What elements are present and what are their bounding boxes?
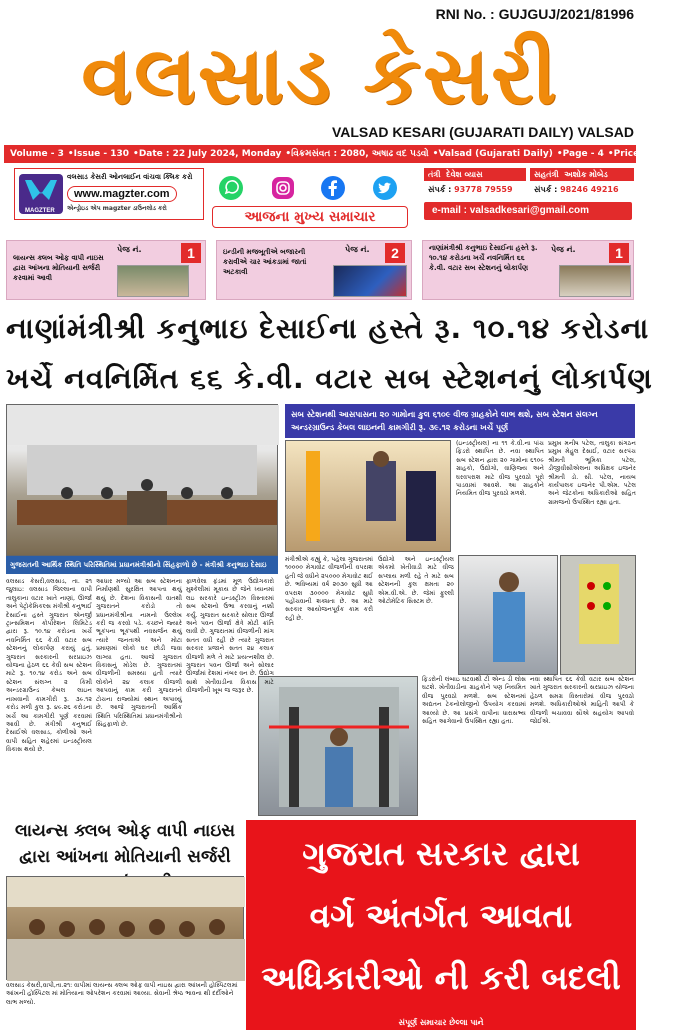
teaser-image: [117, 265, 189, 297]
teaser-page-number: 1: [609, 243, 629, 263]
newspaper-subtitle: VALSAD KESARI (GUJARATI DAILY) VALSAD: [331, 124, 634, 140]
photo-caption: ગુજરાતની આર્થિક સ્થિતિ પરિસ્થિતિમાં પ્રધાનમંત્રીશ્રીનો સિંહફાળો છે - મંત્રીશ્રી કનુભાઇ દેસાઇ: [6, 556, 278, 574]
govt-headline-line1: ગુજરાત સરકાર દ્વારા: [302, 834, 580, 873]
promo-app-line: એન્ડ્રોઇડ એપ magzter ડાઉનલોડ કરો: [67, 205, 167, 212]
article-column: આધાર મળ્યો આ સબ સ્ટેશનના નિર્માણથી સુરક્ષિત આપતા થયું થયું છે. દેશના વિકાસની વાતથી ગુજરાતને કરોડો તો પ્રધાનમંત્રીશ્રીના નામનો ઉલ્લેખ કરી જ કરવો પડે. કચ્છને જ્યારે ભૂકંપના ભૂકંપથી નવસર્જન થયું ત્યારે જનતાએ અને મોટા પ્રમાણમાં લોકો ઘર છોડી જવા લાગ્યા હતા. આજે ગુજરાત વિકાસનું મોડેલ છે. ગુજરાતમાં વીજળીની સમસ્યા હતી ત્યારે લોકોને ૨૪ કલાક વીજળી આપવાનું કામ કરી ગુજરાતને ટોચના રાજ્યોમાં સ્થાન અપાવ્યું છે. આજે ગુજરાતની આર્થિક સ્થિતિ પરિસ્થિતિમાં પ્રધાનમંત્રીશ્રીનો સિંહફાળો છે.: [96, 578, 182, 728]
sahtantri-label: સહતંત્રી: [534, 170, 559, 179]
teaser-image: [333, 265, 407, 297]
teaser-page-number: 2: [385, 243, 405, 263]
lions-club-headline: લાયન્સ ક્લબ ઓફ વાપી નાઇસ દ્વારા આંખના મોતિયાની સર્જરી: [14, 821, 236, 867]
volume: Volume - 3: [10, 149, 64, 159]
teaser-box[interactable]: [6, 240, 206, 300]
teaser-box[interactable]: [216, 240, 412, 300]
tantri-phone: 93778 79559: [454, 185, 513, 194]
instagram-icon[interactable]: [270, 175, 296, 201]
teaser-box[interactable]: [422, 240, 634, 300]
lions-club-photo: [6, 876, 244, 980]
official-photo: [458, 555, 558, 675]
lions-club-caption: વલસાડ કેસરી,વાપી,તા.૨૧: વાપીમાં લાયન્સ ક્લબ ઓફ વાપી નાઇસ દ્વારા આંખની હોસ્પિટલમાં આંખની હોસ્પિટલ માં મોતિયાના ઓપરેશન કરવામાં આવ્યા. સેવાની શ્રેષ્ઠ ભાવના થી દર્દીઓને લાભ મળ્યો.: [6, 982, 238, 1006]
tantri-contact-label: સંપર્ક :: [428, 185, 452, 194]
article-column: વલસાડ કેસરી,વલસાડ, તા. ૨૧ જુલાઇ: વલસાડ જિલ્લાના વાપી તાલુકાના વટાર ખાતે નાણાં, ઊર્જા અને પેટ્રોકેમિકલ્સ મંત્રીશ્રી કનુભાઈ દેસાઈના હસ્તે ગુજરાત એનર્જી ટ્રાન્સમિશન કોર્પોરેશન લિમિટેડ દ્વારા રૂ. ૧૦.૧૪ કરોડના ખર્ચે નવનિર્મિત ૬૬ કે.વી વટાર સબ સ્ટેશનનું લોકાર્પણ કરાયું હતું. ગુજરાત સરકારની સરપ્રાઇઝ યોજના હેઠળ ૬૬ કેવી સબ સ્ટેશન માટે રૂ. ૧૦.૧૪ કરોડ અને સબ સ્ટેશન સંલગ્ન ૨ કિમી અન્ડરગ્રાઉન્ડ કેબલ લાઇન નાખવાની કામગીરી રૂ. ૩૯.૧૨ કરોડ મળી કુલ રૂ. ૪૯.૨૬ કરોડના ખર્ચે આ કામગીરી પૂર્ણ કરવામાં આવી છે. મંત્રીશ્રી કનુભાઈ દેસાઈએ વલસાડ, કોળીઓ અને વાપી સહિત શહેરમાં ઇન્ડસ્ટ્રીયલ વિકાસ થયો છે.: [6, 578, 92, 754]
samvat: વિક્રમસંવત : 2080, અષાઢ વદ ૫ડવો: [291, 149, 429, 159]
inauguration-photo: [258, 676, 418, 816]
teaser-page-label: પેજ નં.: [345, 245, 370, 254]
tantri-name: દેવેશ વ્યાસ: [446, 170, 483, 179]
teaser-page-number: 1: [181, 243, 201, 263]
whatsapp-icon[interactable]: [218, 175, 244, 201]
teaser-text: નાણાંમંત્રીશ્રી કનુભાઇ દેસાઈના હસ્તે રૂ. ૧૦.૧૪ કરોડના ખર્ચે નવનિર્મિત ૬૬ કે.વી. વટાર સબ સ્ટેશનનું લોકાર્પણ: [429, 244, 538, 272]
email-address[interactable]: e-mail : valsadkesari@gmail.com: [424, 202, 632, 220]
magzter-logo: [19, 174, 63, 214]
magzter-link[interactable]: www.magzter.com: [67, 186, 177, 202]
teaser-image: [559, 265, 631, 297]
teaser-text: ઇન્ડીની મજબૂતીએ બજારની કરાવીએ ચાર આંકડામાં જાતાં અટકાવી: [223, 248, 307, 276]
subheadline-band: સબ સ્ટેશનથી આસપાસના ૨૦ ગામોના કુલ ૬૧૦૯ વીજ ગ્રાહકોને લાભ થશે, સબ સ્ટેશન સંલગ્ન અન્ડરગ્રાઉન્ડ કેબલ લાઇનની કામગીરી રૂ. ૩૯.૧૨ કરોડના ખર્ચે પૂર્ણ: [285, 404, 635, 438]
promo-line: વલસાડ કેસરી ઓનલાઈન વાંચવા ક્લિક કરો: [67, 173, 193, 181]
magzter-promo[interactable]: [14, 168, 204, 220]
sahtantri-phone: 98246 49216: [560, 185, 619, 194]
article-column: ઉદ્યોગો અને ઇન્ડસ્ટ્રીયલ એકમો ખેતીવાડી માટે વીજ સપ્લાય મળી રહે તે માટે સબ સ્ટેશનની કુલ ક્ષમતા ૨૦ એમ.વી.એ. છે. જેમાં ફુલ્લી ઓટોમેટિક સિસ્ટમ છે.: [378, 556, 454, 606]
govt-headline-line2: વર્ગ અંતર્ગત આવતા: [309, 896, 573, 935]
govt-headline-line3: અધિકારીઓ ની કરી બદલી: [261, 958, 621, 997]
article-column: નવા સ્થાપિત ૬૬ કેવી વટાર સબ સ્ટેશન ખાતે ગુજરાત સરકારની સરપ્રાઇઝ યોજના હેઠળ સમગ્ર વિસ્તારોમાં વીજ પુરવઠો મળશે. અધિકારીઓએ માહિતી આપી કે વીજળી બચાવવા સૌએ સહયોગ આપવો જોઈએ.: [530, 676, 634, 726]
today-main-news-label: આજના મુખ્ય સમાચાર: [212, 206, 408, 228]
tantri-label: તંત્રી: [428, 170, 441, 179]
read-more-note: સંપૂર્ણ સમાચાર છેલ્લા પાને: [398, 1018, 484, 1027]
stage-photo: [6, 404, 278, 556]
rni-number: RNI No. : GUJGUJ/2021/81996: [435, 6, 634, 22]
article-column: (ઇન્ડસ્ટ્રીયલ) ના ૧૧ કે.વી.ના પાંચ ફિડરો સ્થાપિત છે. નવા સ્થાપિત સબ સ્ટેશન દ્વારા ૨૦ ગામોના ૬૧૦૯ ગ્રાહકો, ઉદ્યોગો, વાણિજ્ય અને ઘરવપરાશ માટે વીજ પુરવઠો પૂરો પાડવામાં આવશે. આ ગ્રાહકોને નિયમિત વીજ પુરવઠો મળશે.: [456, 440, 544, 498]
page-number: Page - 4: [562, 149, 604, 159]
place: Valsad (Gujarati Daily): [438, 149, 553, 159]
switch-panel-photo: [560, 555, 636, 675]
ribbon-photo: [285, 440, 451, 552]
editor-box: [424, 168, 526, 200]
sahtantri-name: અશોક મોબેડ: [564, 170, 608, 179]
article-column: ફાળવેલા ફંડમાં મૂળ ઉદ્યોગકારો મુશ્કેલીમાં મૂકાય છે જેને ધ્યાનમાં લઇ સરકારે ઇન્ડસ્ટ્રીઝ વિસ્તારમાં સબ સ્ટેશનો ઉભા કરવાનું નક્કી કર્યું. ગુજરાત સરકારે સોલાર ઊર્જા અને પવન ઊર્જા ક્ષેત્રે મોટી ક્રાંતિ લાવી છે. ગુજરાતમાં વીજળીની માંગ સતત વધી રહી છે ત્યારે ગુજરાત સરકાર પ્રજાને સતત ૨૪ કલાક વીજળી મળે તે માટે પ્રયત્નશીલ છે. ગુજરાત પવન ઊર્જા અને સોલાર ઊર્જામાં દેશમાં નંબર વન છે. ઉદ્યોગ સાથે ખેતીવાડીના વિકાસ માટે વીજળીની ખૂબ જ જરૂર છે.: [186, 578, 274, 695]
main-headline-line2: ખર્ચે નવનિર્મિત ૬૬ કે.વી. વટાર સબ સ્ટેશનનું લોકાર્પણ: [6, 362, 653, 395]
twitter-icon[interactable]: [372, 175, 398, 201]
date: Date : 22 July 2024, Monday: [138, 149, 282, 159]
price: Price - Rs. 2/-: [613, 149, 681, 159]
facebook-icon[interactable]: [320, 175, 346, 201]
teaser-text: લાયન્સ ક્લબ ઓફ વાપી નાઇસ દ્વારા આંખના મોતિયાની સર્જરી કરવામાં આવી: [13, 254, 104, 282]
article-column: મંત્રીશ્રીએ કહ્યું કે, પહેલા ગુજરાતમાં ૧૦૦૦૦ મેગાવોટ વીજળીની વપરાશ હતી જે વધીને ૨૫૦૦૦ મેગાવોટ થઈ છે. ભવિષ્યમાં વર્ષ ૨૦૩૦ સુધી આ વપરાશ ૩૦૦૦૦ મેગાવોટ સુધી પહોંચવાની શક્યતા છે. આ માટે સરકાર આયોજનપૂર્વક કામ કરી રહી છે.: [285, 556, 373, 622]
teaser-page-label: પેજ નં.: [551, 245, 576, 254]
issue: Issue - 130: [73, 149, 130, 159]
magzter-logo-text: MAGZTER: [25, 208, 55, 214]
masthead: વલસાડ કેસરી: [81, 29, 559, 122]
govt-transfer-box[interactable]: [246, 820, 636, 1030]
teaser-page-label: પેજ નં.: [117, 245, 142, 254]
article-column: પ્રમુખ મનીષ પટેલ, તાલુકા સંગઠન પ્રમુખ મેહુલ દેસાઈ, વટાર સરપંચ શ્રીમતી ભૂમિકા પટેલ, ડીજીવીસીએલના અધિક્ષક ઇજનેર શ્રીમતી ડો. સી. પટેલ, નાયબ કાર્યપાલક ઇજનેર પી.એમ. પટેલ અને જેટકોના અધિકારીઓ સહિત ગ્રામજનો ઉપસ્થિત રહ્યા હતા.: [548, 440, 636, 506]
main-headline-line1: નાણાંમંત્રીશ્રી કનુભાઇ દેસાઈના હસ્તે રૂ. ૧૦.૧૪ કરોડના: [6, 312, 650, 345]
article-column: ફિડરોની લંબાઇ ઘટવાથી ટી એન્ડ ડી લોસ ઘટશે. ખેતીવાડીના ગ્રાહકોને પણ નિયમિત વીજ પુરવઠો મળશે. સબ સ્ટેશનમાં અદ્યતન ટેકનોલોજીનો ઉપયોગ કરવામાં આવ્યો છે. આ પ્રસંગે વાપીના ધારાસભ્ય સહિત આગેવાનો ઉપસ્થિત રહ્યા હતા.: [422, 676, 526, 726]
stage-photo-art: [7, 405, 279, 557]
co-editor-box: [530, 168, 634, 200]
info-bar: Volume - 3 • Issue - 130 • Date : 22 July 2024, Monday • વિક્રમસંવત : 2080, અષાઢ વદ ૫ડવો • Valsad (Gujarati Daily) • Page - 4 • Price - Rs. 2/-: [4, 145, 636, 163]
sahtantri-contact-label: સંપર્ક :: [534, 185, 558, 194]
